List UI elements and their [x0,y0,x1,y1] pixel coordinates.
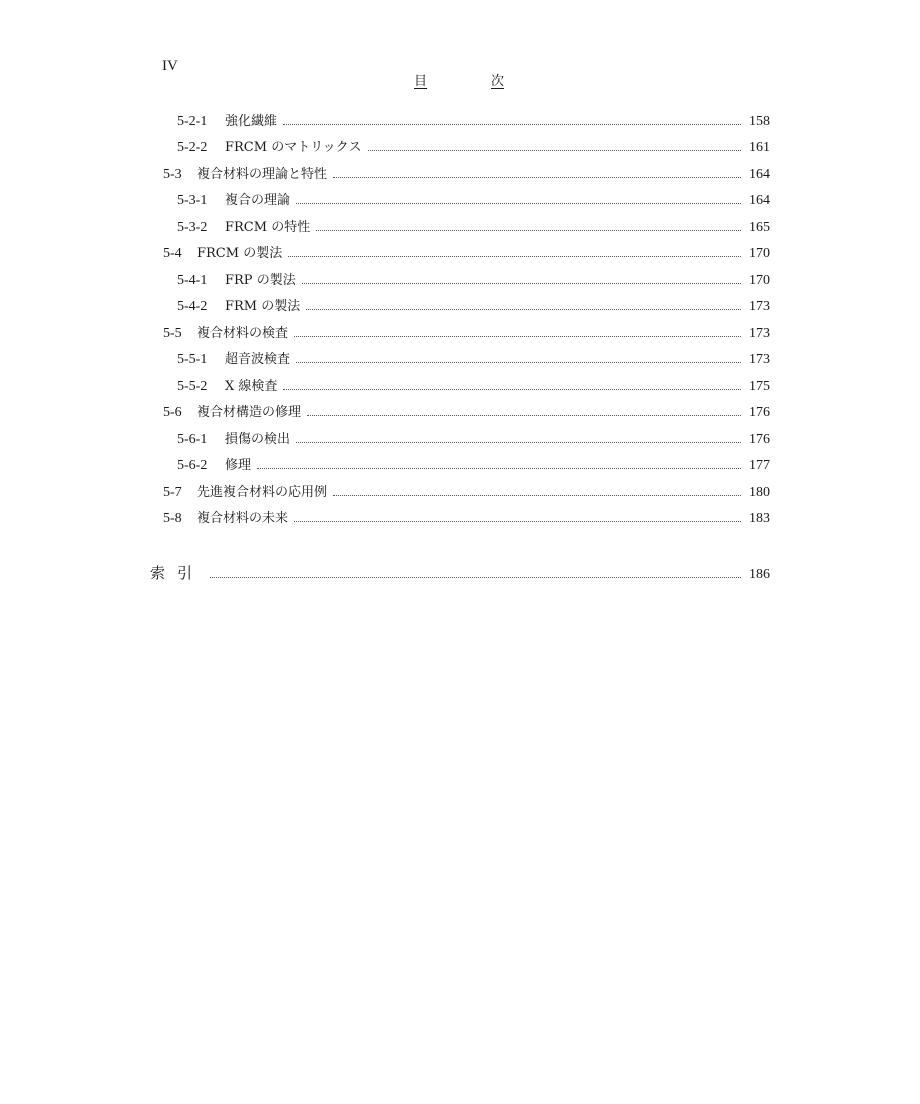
toc-entry[interactable] [163,485,770,501]
toc-dot-leader [283,389,741,390]
toc-entry-number: 5-6-2 [177,458,208,473]
toc-dot-leader [307,415,741,416]
toc-entry-page: 176 [749,432,770,447]
toc-entry-title: 複合の理論 [225,193,291,208]
toc-entry[interactable] [163,167,770,183]
toc-entry-page: 164 [749,193,770,208]
toc-dot-leader [294,336,741,337]
page-header-title [414,70,504,89]
toc-entry-title: FRCM の製法 [197,246,283,261]
toc-entry-number: 5-5 [163,326,182,341]
toc-entry-page: 183 [749,511,770,526]
toc-entry-number: 5-8 [163,511,182,526]
toc-dot-leader [333,177,741,178]
toc-entry[interactable] [177,114,770,130]
toc-entry[interactable] [163,326,770,342]
toc-entry-title: FRP の製法 [225,273,296,288]
toc-dot-leader [296,362,741,363]
toc-entry-page: 158 [749,114,770,129]
toc-dot-leader [368,150,741,151]
header-char-right: 次 [490,74,504,89]
toc-entry-number: 5-5-2 [177,379,208,394]
toc-entry-title: 強化繊維 [225,114,278,129]
toc-entry-page: 170 [749,246,770,261]
toc-entry[interactable] [177,193,770,209]
toc-dot-leader [296,203,741,204]
toc-entry-page: 173 [749,326,770,341]
toc-dot-leader [306,309,741,310]
toc-entry-page: 176 [749,405,770,420]
toc-entry[interactable] [177,140,770,156]
toc-entry-page: 177 [749,458,770,473]
page-number: IV [162,58,178,74]
toc-dot-leader [302,283,741,284]
toc-entry-title: 損傷の検出 [225,432,291,447]
toc-entry-number: 5-2-1 [177,114,208,129]
toc-entry-page: 161 [749,140,770,155]
toc-entry-title: FRM の製法 [225,299,301,314]
toc-dot-leader [257,468,741,469]
toc-entry-title: 先進複合材料の応用例 [197,485,328,500]
toc-entry-title: X 線検査 [225,379,278,394]
toc-entry[interactable] [177,432,770,448]
toc-dot-leader [288,256,741,257]
toc-entry-number: 5-4-2 [177,299,208,314]
toc-entry-number: 5-7 [163,485,182,500]
toc-entry[interactable] [177,220,770,236]
toc-entry-title: FRCM のマトリックス [225,140,362,155]
toc-entry-title: 複合材料の未来 [197,511,289,526]
toc-entry-page: 170 [749,273,770,288]
toc-entry-number: 5-2-2 [177,140,208,155]
toc-entry[interactable] [177,273,770,289]
toc-entry-number: 5-3-2 [177,220,208,235]
toc-entry[interactable] [177,299,770,315]
toc-entry[interactable] [177,379,770,395]
toc-entry-page: 173 [749,299,770,314]
toc-entry[interactable] [163,511,770,527]
toc-entry-page: 173 [749,352,770,367]
toc-entry-title: 複合材料の理論と特性 [197,167,328,182]
toc-entry-page: 164 [749,167,770,182]
toc-entry-title: 複合材構造の修理 [197,405,302,420]
toc-entry[interactable] [163,246,770,262]
toc-entry-title: 索引 [150,564,205,582]
toc-entry-page: 165 [749,220,770,235]
toc-dot-leader [283,124,741,125]
header-char-left: 目 [414,74,428,89]
toc-entry-number: 5-6-1 [177,432,208,447]
toc-entry-number: 5-6 [163,405,182,420]
toc-entry-title: 超音波検査 [225,352,291,367]
toc-dot-leader [294,521,741,522]
toc-dot-leader [210,577,741,578]
toc-dot-leader [296,442,741,443]
toc-dot-leader [333,495,741,496]
toc-entry[interactable] [163,405,770,421]
toc-entry[interactable] [177,352,770,368]
toc-entry-number: 5-3-1 [177,193,208,208]
toc-entry-title: FRCM の特性 [225,220,311,235]
toc-entry-page: 175 [749,379,770,394]
toc-entry-number: 5-5-1 [177,352,208,367]
toc-entry-number: 5-3 [163,167,182,182]
toc-entry-number: 5-4 [163,246,182,261]
toc-entry-title: 複合材料の検査 [197,326,289,341]
toc-dot-leader [316,230,741,231]
toc-entry-index[interactable] [150,565,770,583]
toc-entry-title: 修理 [225,458,252,473]
toc-entry[interactable] [177,458,770,474]
toc-entry-number: 5-4-1 [177,273,208,288]
toc-entry-page: 186 [749,567,770,582]
toc-entry-page: 180 [749,485,770,500]
